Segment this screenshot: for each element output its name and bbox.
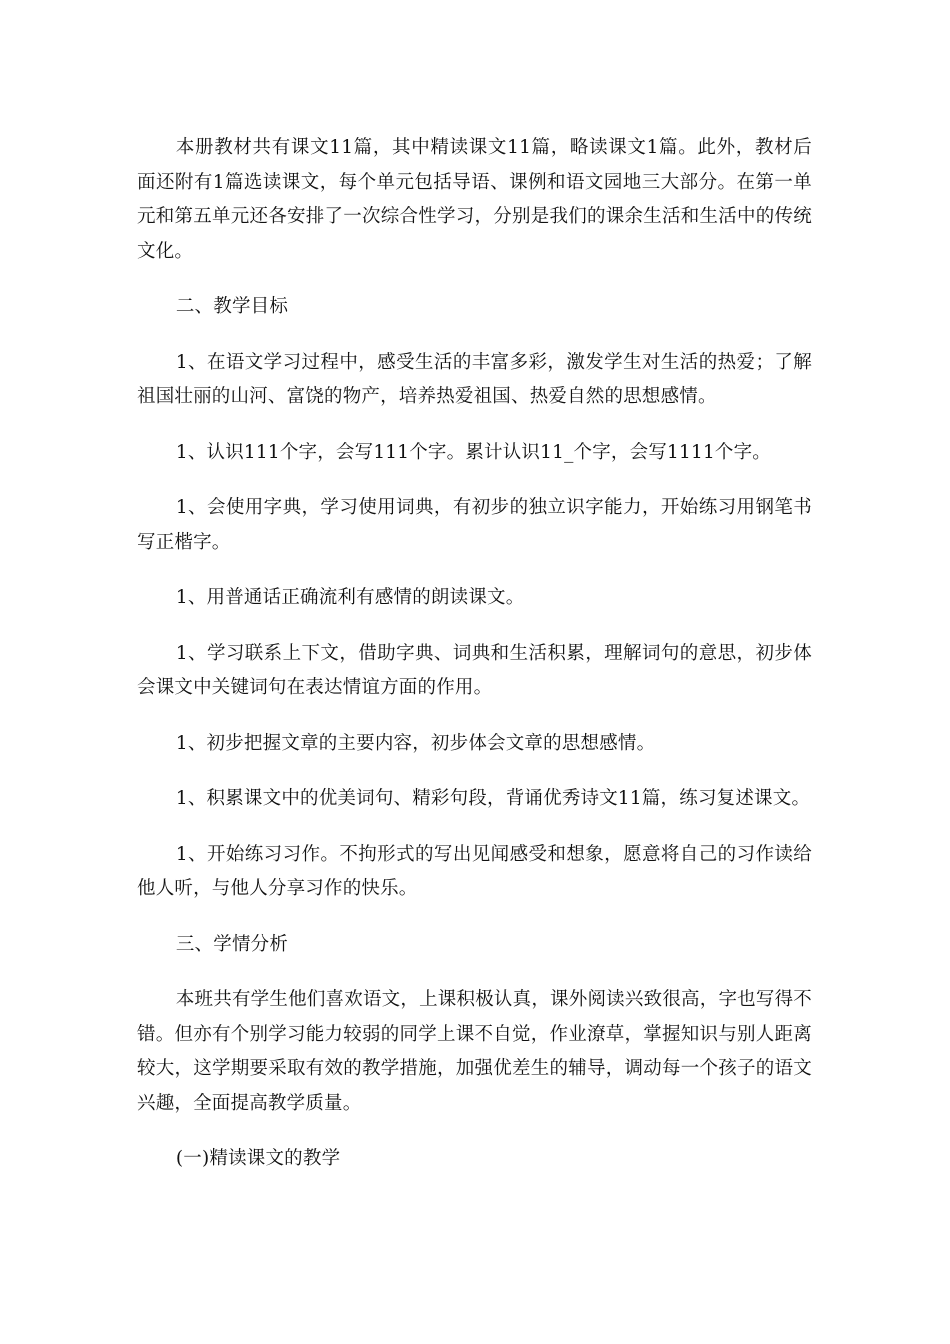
goal-item: 1、开始练习习作。不拘形式的写出见闻感受和想象，愿意将自己的习作读给他人听，与他人分享习作的快乐。 <box>137 843 812 899</box>
goal-item: 1、学习联系上下文，借助字典、词典和生活积累，理解词句的意思，初步体会课文中关键词句在表达情谊方面的作用。 <box>137 642 812 698</box>
goal-item: 1、在语文学习过程中，感受生活的丰富多彩，激发学生对生活的热爱；了解祖国壮丽的山河、富饶的物产，培养热爱祖国、热爱自然的思想感情。 <box>137 351 812 407</box>
document-body <box>137 131 812 1198</box>
goal-item: 1、会使用字典，学习使用词典，有初步的独立识字能力，开始练习用钢笔书写正楷字。 <box>137 497 812 553</box>
goal-item: 1、认识111个字，会写111个字。累计认识11_个字，会写1111个字。 <box>175 441 772 463</box>
goal-item: 1、用普通话正确流利有感情的朗读课文。 <box>175 587 525 608</box>
student-analysis-paragraph: 本班共有学生他们喜欢语文，上课积极认真，课外阅读兴致很高，字也写得不错。但亦有个别学习能力较弱的同学上课不自觉，作业潦草，掌握知识与别人距离较大，这学期要采取有效的教学措施，加强优差生的辅导，调动每一个孩子的语文兴趣，全面提高教学质量。 <box>137 989 812 1114</box>
intro-paragraph: 本册教材共有课文11篇，其中精读课文11篇，略读课文1篇。此外，教材后面还附有1篇选读课文，每个单元包括导语、课例和语文园地三大部分。在第一单元和第五单元还各安排了一次综合性学习，分别是我们的课余生活和生活中的传统文化。 <box>137 137 812 262</box>
section-heading-student-analysis: 三、学情分析 <box>175 933 289 955</box>
goal-item: 1、积累课文中的优美词句、精彩句段，背诵优秀诗文11篇，练习复述课文。 <box>175 788 811 809</box>
goal-item: 1、初步把握文章的主要内容，初步体会文章的思想感情。 <box>175 732 656 754</box>
subsection-heading-intensive-reading: (一)精读课文的教学 <box>175 1148 341 1169</box>
section-heading-teaching-goals: 二、教学目标 <box>175 296 289 317</box>
